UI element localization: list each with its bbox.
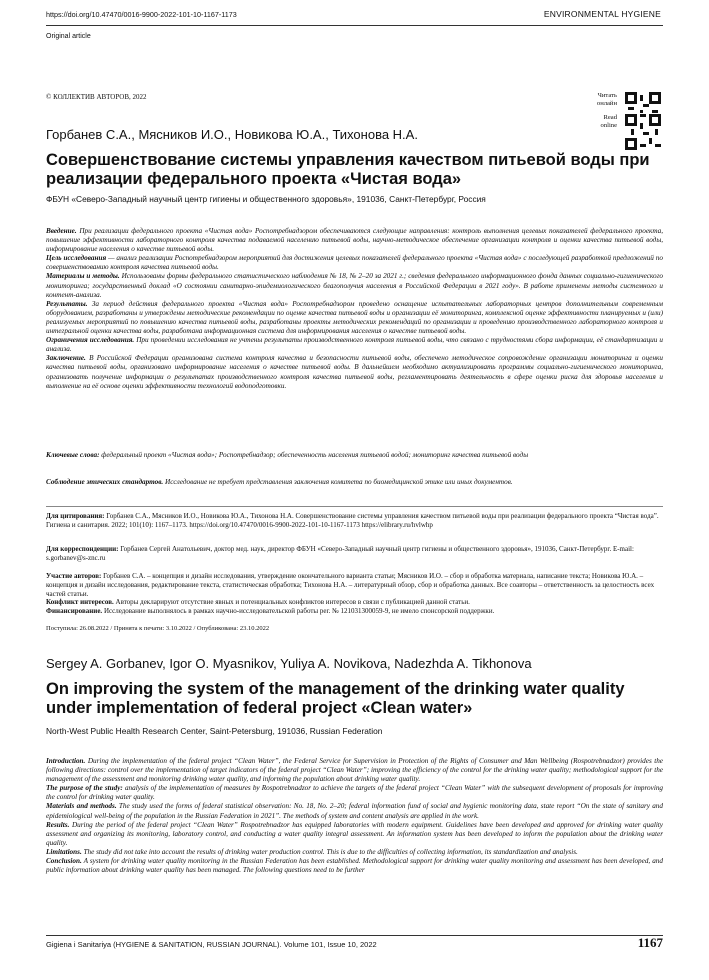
read-online-ru-line2: онлайн [596, 100, 617, 107]
abstract-en-label: Introduction. [46, 757, 86, 765]
correspondence-text: Горбанев Сергей Анатольевич, доктор мед. наук, директор ФБУН «Северо-Западный научный центр гигиены и общественного здоровья», 191036, Санкт-Петербург. E-mail: s.gorbanev@s-znc.ru [46, 545, 634, 562]
abstract-en-text: During the implementation of the federal project “Clean Water”, the Federal Service for Supervision in Protection of the Rights of Consumer and Man Wellbeing (Rospotrebnadzor) provides the following directions: control over the implementation of target indicators of the federal project “Clean Water”; improving the efficiency of the control for the drinking water quality; methodological support for the management of the assessment and monitoring drinking water quality, and informing the population about drinking water quality. [46, 757, 663, 784]
header-divider [46, 25, 663, 26]
abstract-en-text: During the period of the federal project “Clean Water” Rospotrebnadzor has equipped laboratories with modern equipment. Guidelines have been developed and approved for drinking water quality assessment and organizing its monitoring, laboratory control, and conducting a water quality integral assessment. An information system has been developed to inform the population about the drinking water quality. [46, 820, 663, 847]
funding-item [46, 607, 663, 616]
contributions [46, 572, 663, 616]
abstract-en-label: Results. [46, 820, 70, 829]
funding-label: Финансирование. [46, 607, 103, 616]
abstract-ru-paragraph [46, 354, 663, 390]
affiliation-ru: ФБУН «Северо-Западный научный центр гигиены и общественного здоровья», 191036, Санкт-Петербург, Россия [46, 194, 486, 204]
keywords-ru [46, 451, 663, 460]
abstract-en-text: The study did not take into account the results of drinking water production control. This is due to the difficulties of collecting information, its standardization and analysis. [81, 847, 578, 856]
section-divider [46, 506, 663, 507]
qr-code-icon-en[interactable] [625, 114, 661, 150]
section-label: ENVIRONMENTAL HYGIENE [543, 9, 661, 19]
article-type: Original article [46, 33, 91, 40]
ethics-label: Соблюдение этических стандартов. [46, 478, 164, 486]
conflict-item [46, 598, 663, 607]
abstract-en-text: The study used the forms of federal statistical observation: No. 18, No. 2–20; federal information fund of social and hygienic monitoring data, state report “On the state of sanitary and epidemiological well-being of the population in the Russian Federation in 2021”. The methods of system and content analysis are applied in the work. [46, 802, 663, 820]
keywords-label: Ключевые слова: [46, 451, 100, 459]
abstract-ru-text: В Российской Федерации организована система контроля качества и безопасности питьевой воды, обеспечено методическое сопровождение организации мониторинга и оценки качества питьевой воды, организовано информирование населения о качестве питьевой воды. В дальнейшем необходимо актуализировать программы социально-гигиенического мониторинга, организовать получение информации о результатах производственного контроля качества питьевой воды, регламентировать деятельность в сфере оценки риска для здоровья населения и выполнение на её основе оценки эффективности технологий водоподготовки. [46, 354, 663, 390]
abstract-ru-paragraph [46, 336, 663, 354]
correspondence-label: Для корреспонденции: [46, 545, 119, 553]
read-online-en-line1: Read [603, 114, 617, 121]
title-en: On improving the system of the management of the drinking water quality under implementation of federal project «Clean water» [46, 680, 625, 717]
abstract-ru-label: Цель исследования [46, 254, 107, 263]
abstract-ru-text: При проведении исследования не учтены результаты производственного контроля питьевой воды, что связано с трудностями сбора информации, её стандартизации и анализа. [46, 336, 664, 354]
abstract-ru-label: Ограничения исследования. [46, 336, 135, 345]
read-online-en [601, 114, 617, 130]
abstract-en-paragraph [46, 848, 663, 857]
citation-text: Горбанев С.А., Мясников И.О., Новикова Ю.А., Тихонова Н.А. Совершенствование системы управления качеством питьевой воды при реализации федерального проекта “Чистая вода”. Гигиена и санитария. 2022; 101(10): 1167–1173. https://doi.org/10.47470/0016-9900-2022-101-10-1167-1173 https://elibrary.ru/hvlwhp [46, 512, 659, 529]
abstract-en-paragraph [46, 784, 663, 802]
abstract-en-paragraph [46, 802, 663, 820]
copyright: © КОЛЛЕКТИВ АВТОРОВ, 2022 [46, 93, 147, 101]
abstract-en-label: Conclusion. [46, 857, 82, 866]
abstract-en-label: The purpose of the study: [46, 784, 123, 793]
page-number: 1167 [637, 935, 663, 950]
keywords-text: федеральный проект «Чистая вода»; Роспотребнадзор; обеспеченность населения питьевой водой; мониторинг качества питьевой воды [99, 451, 529, 459]
authors-ru: Горбанев С.А., Мясников И.О., Новикова Ю.А., Тихонова Н.А. [46, 127, 418, 142]
citation [46, 512, 663, 530]
ethics-statement [46, 478, 663, 487]
abstract-ru-text: За период действия федерального проекта «Чистая вода» Роспотребнадзором проведено оснащение испытательных лабораторных центров дополнительным современным оборудованием, разработаны и утверждены методические рекомендации по оценке качества питьевой воды и организации её мониторинга, комплексной оценке эффективности планируемых и (или) реализуемых мероприятий по повышению качества питьевой воды, разработаны проекты методических рекомендаций по организации и проведению производственного лабораторного контроля и интегральной оценки качества воды, разработана информационная система для информирования населения о качестве питьевой воды. [46, 299, 663, 336]
contribution-text: Горбанев С.А. – концепция и дизайн исследования, утверждение окончательного варианта статьи; Мясников И.О. – сбор и обработка материала, написание текста; Новикова Ю.А. – концепция и дизайн исследования, редактирование текста, статистическая обработка; Тихонова Н.А. – литературный обзор, сбор и обработка данных. Все соавторы – ответственность за целостность всех частей статьи. [46, 572, 655, 598]
abstract-en-text: analysis of the implementation of measures by Rospotrebnadzor to achieve the targets of the federal project “Clean Water” with the subsequent development of proposals for improving the control for drinking water quality. [46, 784, 664, 802]
read-online-en-line2: online [600, 122, 617, 129]
citation-label: Для цитирования: [46, 512, 105, 520]
abstract-en-label: Materials and methods. [46, 802, 117, 811]
abstract-ru-paragraph [46, 227, 663, 254]
affiliation-en: North-West Public Health Research Center, Saint-Petersburg, 191036, Russian Federation [46, 726, 383, 736]
abstract-en-label: Limitations. [46, 847, 82, 856]
read-online-ru [597, 92, 617, 108]
abstract-ru-label: Введение. [46, 227, 77, 235]
conflict-text: Авторы декларируют отсутствие явных и потенциальных конфликтов интересов в связи с публикацией данной статьи. [113, 598, 470, 607]
abstract-ru-label: Результаты. [46, 299, 88, 308]
abstract-ru-text: — анализ реализации Роспотребнадзором мероприятий для достижения целевых показателей федерального проекта «Чистая вода» с последующей разработкой предложений по совершенствованию контроля качества питьевой воды. [46, 254, 663, 272]
read-online-ru-line1: Читать [597, 92, 617, 99]
title-ru: Совершенствование системы управления качеством питьевой воды при реализации федерального проекта «Чистая вода» [46, 151, 650, 188]
footer-journal: Gigiena i Sanitariya (HYGIENE & SANITATION, RUSSIAN JOURNAL). Volume 101, Issue 10, 2022 [46, 940, 377, 949]
abstract-ru-label: Материалы и методы. [46, 272, 120, 281]
abstract-en-paragraph [46, 821, 663, 848]
abstract-ru-paragraph [46, 272, 663, 299]
abstract-en-paragraph [46, 857, 663, 875]
abstract-en [46, 757, 663, 875]
abstract-ru-text: При реализации федерального проекта «Чистая вода» Роспотребнадзором обеспечиваются следующие направления: контроль выполнения целевых показателей федерального проекта, повышение эффективности лабораторного контроля качества подаваемой населению питьевой воды, научно-методическое обеспечение организации контроля и оценки качества питьевой воды, информирование населения о качестве питьевой воды. [46, 227, 663, 254]
abstract-ru-text: Использованы формы федерального статистического наблюдения № 18, № 2–20 за 2021 г.; сведения федерального информационного фонда данных социально-гигиенического мониторинга; государственный доклад «О состоянии санитарно-эпидемиологического благополучия населения в Российской Федерации в 2021 году». В работе применены методы системного и контент-анализа. [46, 272, 663, 299]
ethics-text: Исследование не требует представления заключения комитета по биомедицинской этике или иных документов. [163, 478, 513, 486]
abstract-ru-paragraph [46, 254, 663, 272]
abstract-ru-label: Заключение. [46, 354, 86, 363]
authors-en: Sergey A. Gorbanev, Igor O. Myasnikov, Yuliya A. Novikova, Nadezhda A. Tikhonova [46, 656, 532, 671]
abstract-ru-paragraph [46, 300, 663, 336]
funding-text: Исследование выполнялось в рамках научно-исследовательской работы рег. № 121031300059-9, не имело спонсорской поддержки. [102, 607, 495, 616]
abstract-en-text: A system for drinking water quality monitoring in the Russian Federation has been established. Methodological support for drinking water quality monitoring and assessment has been developed, and public information about drinking water quality has been managed. The following questions need to be further [46, 857, 663, 875]
contribution-item [46, 572, 663, 598]
correspondence [46, 545, 663, 563]
doi-link[interactable]: https://doi.org/10.47470/0016-9900-2022-101-10-1167-1173 [46, 10, 237, 19]
footer-divider [46, 935, 663, 936]
publication-dates: Поступила: 26.08.2022 / Принята к печати: 3.10.2022 / Опубликована: 23.10.2022 [46, 625, 270, 632]
abstract-en-paragraph [46, 757, 663, 784]
abstract-ru [46, 227, 663, 391]
conflict-label: Конфликт интересов. [46, 598, 114, 607]
contribution-label: Участие авторов: [46, 572, 102, 580]
